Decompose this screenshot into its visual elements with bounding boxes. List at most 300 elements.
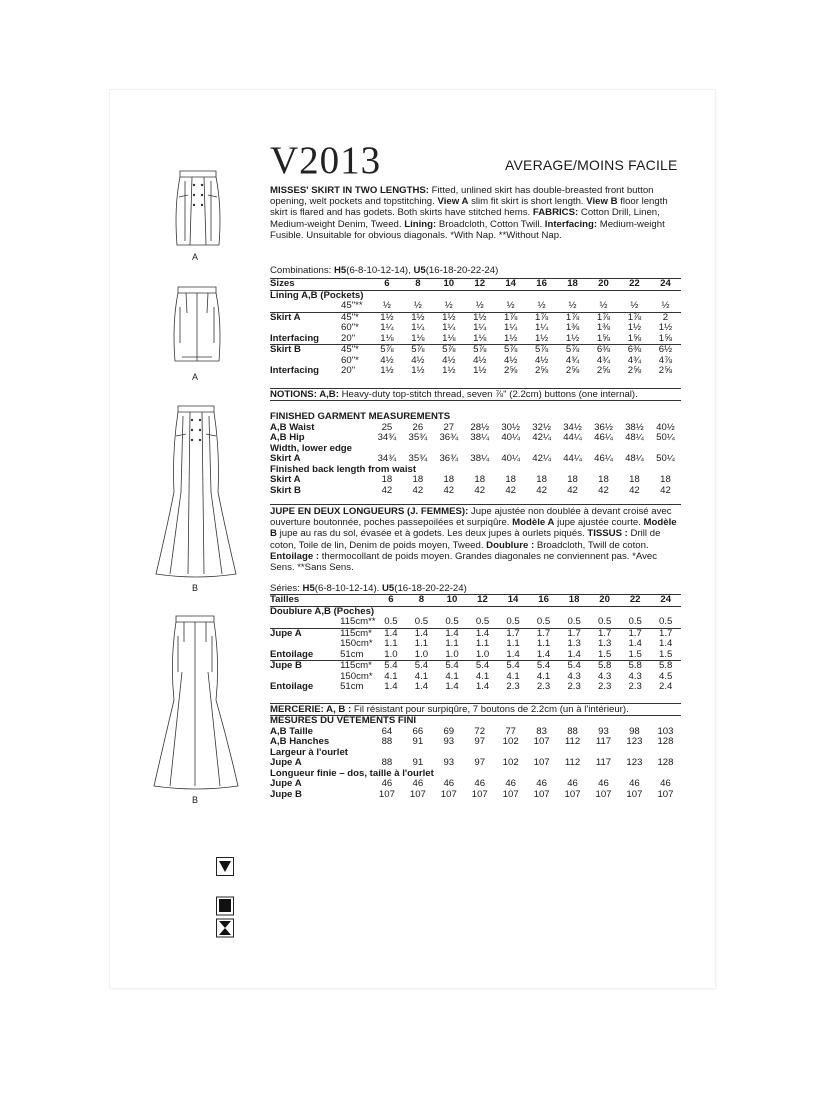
table-cell: 1¼ [534, 322, 549, 333]
table-cell: 5⅞ [433, 345, 464, 356]
table-cell: 2⅝ [504, 365, 518, 376]
table-row [270, 433, 681, 444]
table-cell: 1.4 [567, 648, 581, 660]
table-cell: 42¼ [532, 453, 551, 464]
table-cell: 16 [526, 279, 557, 291]
table-cell: 44¼ [563, 432, 582, 443]
table-cell: 112 [564, 757, 581, 768]
table-cell: 5.4 [528, 661, 559, 672]
table-cell: 115cm* [340, 628, 376, 639]
table-cell: 42 [567, 484, 578, 496]
table-section-label: Finished back length from waist [270, 463, 417, 475]
table-cell: 4⅞ [658, 354, 673, 366]
table-cell: 4½ [411, 354, 425, 366]
table-cell: 36¾ [439, 432, 459, 443]
table-cell: 18 [443, 474, 455, 485]
table-cell: 2⅝ [658, 365, 673, 376]
figure-label: A [192, 252, 199, 262]
combinations-english: Combinations: H5(6-8-10-12-14), U5(16-18-20-22-24) [270, 265, 499, 276]
table-cell: 45"* [341, 312, 371, 323]
yardage-table-english [270, 278, 681, 377]
table-cell: 18 [536, 474, 547, 485]
table-cell: 5⅞ [464, 345, 495, 356]
table-cell: 46 [629, 778, 640, 789]
table-cell: 26 [412, 421, 424, 433]
table-row [270, 737, 681, 748]
table-cell: 46 [381, 778, 393, 789]
table-cell: 1½ [534, 332, 549, 344]
table-cell [341, 758, 371, 769]
table-row [270, 323, 681, 334]
table-row [270, 790, 681, 801]
table-cell: A,B Waist [270, 421, 315, 433]
table-cell: Skirt A [270, 312, 341, 323]
table-cell: 1⅞ [526, 312, 557, 323]
difficulty-level: AVERAGE/MOINS FACILE [505, 157, 678, 173]
table-cell: ½ [537, 300, 546, 311]
table-cell [270, 617, 340, 628]
table-cell: 1.4 [406, 628, 437, 639]
table-cell [270, 301, 341, 312]
table-cell: 45"* [341, 345, 371, 356]
table-cell: ½ [599, 300, 608, 311]
table-cell: 18 [598, 474, 609, 485]
table-cell: 18 [629, 474, 640, 485]
table-cell: 0.5 [567, 616, 581, 627]
table-cell: 107 [626, 788, 643, 800]
table-row [270, 758, 681, 769]
table-cell: 1⅜ [565, 322, 580, 333]
table-cell: 6½ [650, 345, 681, 356]
table-row [270, 779, 681, 790]
table-cell: 6⅜ [619, 345, 650, 356]
table-cell: 18 [660, 474, 671, 485]
table-cell: 107 [533, 736, 550, 747]
table-cell: 123 [626, 736, 643, 747]
table-cell: 5.4 [467, 661, 498, 672]
table-cell: 0.5 [536, 616, 551, 627]
table-cell: 1.4 [536, 648, 551, 660]
table-cell: 2.3 [628, 681, 642, 692]
table-row [270, 617, 681, 628]
table-cell: 88 [381, 736, 393, 747]
table-cell: 10 [437, 595, 468, 607]
table-cell: 1½ [371, 312, 402, 323]
table-cell: 0.5 [506, 616, 520, 627]
table-cell: 107 [533, 757, 550, 768]
table-cell: 4.3 [597, 670, 612, 682]
table-cell: 0.5 [384, 616, 398, 627]
table-cell: 1¼ [473, 322, 487, 333]
table-cell: 60"* [341, 322, 359, 333]
table-cell: 18 [557, 279, 588, 291]
table-cell: 117 [595, 736, 612, 747]
table-cell: 18 [412, 474, 424, 485]
table-cell: 38¼ [470, 453, 490, 464]
table-cell: ½ [661, 300, 670, 311]
table-row [270, 595, 681, 607]
table-cell: 18 [381, 474, 393, 485]
table-cell: 44¼ [563, 453, 582, 464]
yardage-table-french [270, 594, 681, 693]
table-cell: 1.7 [559, 628, 590, 639]
table-cell: 1.1 [536, 638, 551, 649]
table-cell: 10 [433, 279, 464, 291]
description-english: MISSES' SKIRT IN TWO LENGTHS: Fitted, unlined skirt has double-breasted front button opening, welt pockets and topstitching. View A slim fit skirt is short length. View B floor length skirt is flared and has godets. Both skirts have stitched hems. FABRICS: Cotton Drill, Linen, Medium-weight Denim, Tweed. Lining: Broadcloth, Cotton Twill. Interfacing: Medium-weight Fusible. Unsuitable for obvious diagonals. *With Nap. **Without Nap. [270, 185, 668, 241]
table-cell: 51cm [340, 681, 364, 692]
table-cell: 107 [409, 788, 426, 800]
table-cell: Jupe A [270, 757, 302, 768]
figure-label: B [192, 795, 199, 805]
table-cell: 128 [657, 736, 674, 747]
table-cell: 46 [443, 778, 455, 789]
table-cell: 1.4 [506, 648, 520, 660]
table-cell: 83 [536, 725, 547, 737]
table-row [270, 412, 681, 423]
table-cell: 5.4 [437, 661, 468, 672]
table-cell: 77 [505, 725, 517, 737]
table-cell: 8 [402, 279, 433, 291]
table-cell: 4.1 [536, 670, 551, 682]
table-cell: 24 [650, 279, 681, 291]
table-cell [341, 475, 371, 486]
table-cell: 2⅝ [565, 365, 580, 376]
table-cell: 18 [559, 595, 590, 607]
notions-english: NOTIONS: A,B: Heavy-duty top-stitch thread, seven ⅞" (2.2cm) buttons (one internal). [270, 388, 681, 401]
table-cell: Jupe B [270, 661, 340, 672]
table-cell: 5.8 [589, 661, 620, 672]
table-cell: 1⅞ [588, 312, 619, 323]
table-cell: 4.1 [506, 670, 520, 682]
table-cell: 1.3 [567, 638, 581, 649]
table-cell: 36¾ [439, 453, 459, 464]
table-cell: 2.3 [567, 681, 581, 692]
table-cell: 1.1 [475, 638, 490, 649]
table-cell: 1¼ [504, 322, 518, 333]
table-cell: 60"* [341, 354, 359, 366]
table-cell: 0.5 [475, 616, 490, 627]
table-cell: 50¼ [656, 432, 675, 443]
table-cell: 20" [341, 365, 356, 376]
table-cell: 4½ [473, 354, 487, 366]
table-row [270, 334, 681, 345]
table-cell: 1.5 [597, 648, 612, 660]
table-cell: 1.1 [414, 638, 429, 649]
table-cell: 1½ [627, 322, 642, 333]
table-cell: 0.5 [414, 616, 429, 627]
table-cell: 1.0 [414, 648, 429, 660]
table-row [270, 650, 681, 661]
table-cell: 48¼ [625, 432, 644, 443]
table-cell: 102 [502, 736, 519, 747]
table-cell: 91 [412, 757, 424, 768]
table-cell: 1⅞ [557, 312, 588, 323]
table-cell: Jupe B [270, 788, 302, 800]
skirt-b-back-sketch [148, 612, 244, 792]
table-cell: 4¾ [565, 354, 580, 366]
table-cell: 1.0 [445, 648, 459, 660]
table-cell: ½ [444, 300, 453, 311]
table-cell: 4.3 [628, 670, 642, 682]
table-cell [341, 279, 371, 291]
table-cell: 107 [440, 788, 457, 800]
table-section-label: MESURES DU VÊTEMENTS FINI [270, 715, 417, 726]
table-cell: 112 [564, 736, 581, 747]
table-cell: 1.7 [620, 628, 651, 639]
table-cell: Interfacing [270, 332, 320, 344]
table-row [270, 661, 681, 672]
table-cell: 128 [657, 757, 674, 768]
table-cell: 48¼ [625, 453, 644, 464]
table-cell: 42 [412, 484, 424, 496]
table-cell: 66 [412, 725, 424, 737]
table-cell: 40¼ [501, 453, 521, 464]
table-cell: 102 [502, 757, 519, 768]
table-cell: 107 [657, 788, 674, 800]
table-cell: 25 [381, 421, 393, 433]
table-cell: 97 [474, 736, 486, 747]
table-cell: 115cm** [340, 616, 376, 627]
table-cell: 42 [598, 484, 609, 496]
table-cell [341, 737, 371, 748]
table-cell: 42 [536, 484, 547, 496]
table-cell: 2.3 [506, 681, 520, 692]
table-row [270, 366, 681, 377]
table-cell: 1.4 [467, 628, 498, 639]
table-cell: 93 [443, 757, 455, 768]
table-cell: 4½ [534, 354, 549, 366]
finished-measurements-french [270, 716, 681, 800]
table-cell [341, 790, 371, 801]
hourglass-icon [217, 919, 234, 937]
table-section-label: Longueur finie – dos, taille à l'ourlet [270, 767, 434, 779]
table-cell: 6 [371, 279, 402, 291]
table-cell: 1½ [411, 365, 425, 376]
table-cell: 1.0 [384, 648, 398, 660]
skirt-a-back-sketch [166, 283, 228, 368]
table-cell: 1⅝ [627, 332, 642, 344]
table-cell: 0.5 [597, 616, 612, 627]
table-cell: 150cm* [340, 670, 373, 682]
table-cell: 42 [629, 484, 640, 496]
table-cell: 40¼ [501, 432, 521, 443]
pattern-number: V2013 [270, 139, 382, 182]
table-cell: 1.4 [445, 681, 459, 692]
table-cell: A,B Taille [270, 725, 314, 737]
table-cell: 1½ [433, 312, 464, 323]
table-cell: 1⅝ [658, 332, 673, 344]
table-cell: 69 [443, 725, 455, 737]
table-cell: 107 [595, 788, 612, 800]
table-cell: Entoilage [270, 681, 314, 692]
table-cell: 1.0 [475, 648, 490, 660]
pattern-symbols [216, 857, 234, 941]
table-cell: 5.8 [650, 661, 681, 672]
notions-french: MERCERIE: A, B : Fil résistant pour surpiqûre, 7 boutons de 2.2cm (un à l'intérieur). [270, 703, 681, 716]
table-cell: A,B Hanches [270, 736, 330, 747]
table-cell: ½ [475, 300, 484, 311]
table-cell: 1.4 [659, 638, 673, 649]
table-cell: 34½ [563, 421, 582, 433]
table-cell: 8 [406, 595, 437, 607]
table-cell: 38¼ [470, 432, 490, 443]
table-cell: 1.4 [376, 628, 407, 639]
table-cell: 42 [660, 484, 671, 496]
table-cell: 1.4 [475, 681, 490, 692]
table-section-label: FINISHED GARMENT MEASUREMENTS [270, 411, 451, 422]
table-cell: 46 [474, 778, 486, 789]
table-cell: ½ [630, 300, 639, 311]
table-cell: 1⅛ [380, 332, 394, 344]
table-cell [341, 423, 371, 434]
table-cell: 5.8 [620, 661, 651, 672]
table-cell: 46¼ [594, 432, 613, 443]
table-cell: 5⅞ [495, 345, 526, 356]
skirt-b-front-sketch [150, 402, 242, 580]
table-cell: 1.5 [628, 648, 642, 660]
table-cell [341, 433, 371, 444]
table-cell: 40½ [656, 421, 675, 433]
table-cell: 27 [443, 421, 455, 433]
table-cell: 2.4 [659, 681, 673, 692]
table-cell [341, 779, 371, 790]
table-cell: Tailles [270, 595, 340, 607]
figure-label: B [192, 583, 199, 593]
table-cell: 117 [595, 757, 612, 768]
table-cell: 34¾ [377, 432, 397, 443]
table-cell: 98 [629, 725, 640, 737]
skirt-a-front-sketch [168, 167, 228, 252]
table-cell: ½ [506, 300, 515, 311]
table-cell: 42 [474, 484, 486, 496]
table-cell: 5⅞ [371, 345, 402, 356]
table-cell: 20 [589, 595, 620, 607]
table-cell: ½ [382, 300, 391, 311]
table-cell: 72 [474, 725, 486, 737]
table-cell: 46 [567, 778, 578, 789]
table-cell: 88 [567, 725, 578, 737]
table-cell: Skirt A [270, 474, 301, 485]
table-cell: 4½ [380, 354, 394, 366]
table-cell: 4.3 [567, 670, 581, 682]
table-cell: 64 [381, 725, 393, 737]
table-cell: 1½ [380, 365, 394, 376]
table-section-label: Lining A,B (Pockets) [270, 289, 364, 301]
table-cell: 91 [412, 736, 424, 747]
table-cell: A,B Hip [270, 432, 305, 443]
table-cell: 1½ [658, 322, 673, 333]
table-cell: 107 [502, 788, 519, 800]
table-cell: 1¼ [442, 322, 456, 333]
table-cell: 1.3 [597, 638, 612, 649]
table-cell: 2.3 [536, 681, 551, 692]
table-cell: 51cm [340, 648, 364, 660]
table-cell: 4.1 [445, 670, 459, 682]
table-cell [341, 727, 371, 738]
table-cell: 1.4 [437, 628, 468, 639]
table-cell: 20" [341, 332, 356, 344]
table-cell: 2 [650, 312, 681, 323]
table-cell: 36½ [594, 421, 613, 433]
table-cell: 18 [474, 474, 486, 485]
table-cell: 0.5 [659, 616, 673, 627]
table-cell: 20 [588, 279, 619, 291]
table-cell: 0.5 [445, 616, 459, 627]
table-cell: 1½ [565, 332, 580, 344]
table-cell: Sizes [270, 279, 341, 291]
table-cell: 34¾ [377, 453, 397, 464]
table-cell: 35¾ [408, 453, 428, 464]
table-cell: 5⅞ [557, 345, 588, 356]
table-cell: 4½ [504, 354, 518, 366]
table-cell: 1½ [473, 365, 487, 376]
table-cell: 6 [376, 595, 407, 607]
square-icon [217, 897, 234, 915]
table-section-label: Doublure A,B (Poches) [270, 605, 375, 617]
table-cell: 22 [620, 595, 651, 607]
table-cell: 38½ [625, 421, 644, 433]
table-cell: ½ [413, 300, 422, 311]
table-cell: 22 [619, 279, 650, 291]
table-cell: 1⅞ [495, 312, 526, 323]
table-cell: 12 [464, 279, 495, 291]
table-cell: 6⅜ [588, 345, 619, 356]
table-section-label: Largeur à l'ourlet [270, 746, 348, 758]
table-cell: 2⅝ [534, 365, 549, 376]
table-cell: 24 [650, 595, 681, 607]
table-cell: 46 [660, 778, 671, 789]
table-row [270, 454, 681, 465]
table-cell: 107 [533, 788, 550, 800]
description-french: JUPE EN DEUX LONGUEURS (J. FEMMES): Jupe ajustée non doublée à devant croisé avec ouverture boutonnée, poches passepoilées et surpiqûre. Modèle A jupe ajustée courte. Modèle B jupe au ras du sol, évasée et à godets. Les deux jupes à ourlets piqués. TISSUS : Drill de coton, Toile de lin, Denim de poids moyen, Tweed. Doublure : Broadcloth, Twill de coton. Entoilage : thermocollant de poids moyen. Grandes diagonales ne conviennent pas. *Avec Sens. **Sans Sens. [270, 504, 681, 573]
table-cell: 1.4 [628, 638, 642, 649]
table-cell: 46 [598, 778, 609, 789]
table-cell: 1.7 [589, 628, 620, 639]
table-cell [340, 595, 376, 607]
table-cell: 42 [505, 484, 517, 496]
table-cell: 97 [474, 757, 486, 768]
table-cell: 1⅛ [442, 332, 456, 344]
table-cell: Jupe A [270, 628, 340, 639]
table-cell: 5.4 [406, 661, 437, 672]
table-cell: 4.1 [475, 670, 490, 682]
table-cell: 5.4 [498, 661, 529, 672]
table-cell: Jupe A [270, 778, 302, 789]
table-cell: 1.7 [528, 628, 559, 639]
table-cell: 1⅞ [619, 312, 650, 323]
table-cell: 1½ [464, 312, 495, 323]
table-cell: 46 [412, 778, 424, 789]
table-row [270, 486, 681, 497]
table-cell: Skirt B [270, 345, 341, 356]
table-cell: 93 [598, 725, 609, 737]
table-cell: 5⅞ [402, 345, 433, 356]
table-cell: 1⅛ [473, 332, 487, 344]
table-cell: 46¼ [594, 453, 613, 464]
table-cell: 18 [505, 474, 517, 485]
finished-measurements-english [270, 412, 681, 496]
table-cell: 115cm* [340, 661, 376, 672]
table-cell: 1.7 [650, 628, 681, 639]
table-cell: 103 [657, 725, 674, 737]
table-cell: 1¼ [411, 322, 425, 333]
table-cell: 150cm* [340, 638, 373, 649]
table-cell [270, 639, 340, 650]
table-cell: 12 [467, 595, 498, 607]
table-cell: 1⅜ [596, 322, 611, 333]
table-cell: 1.1 [445, 638, 459, 649]
table-cell: 45"** [341, 300, 363, 311]
